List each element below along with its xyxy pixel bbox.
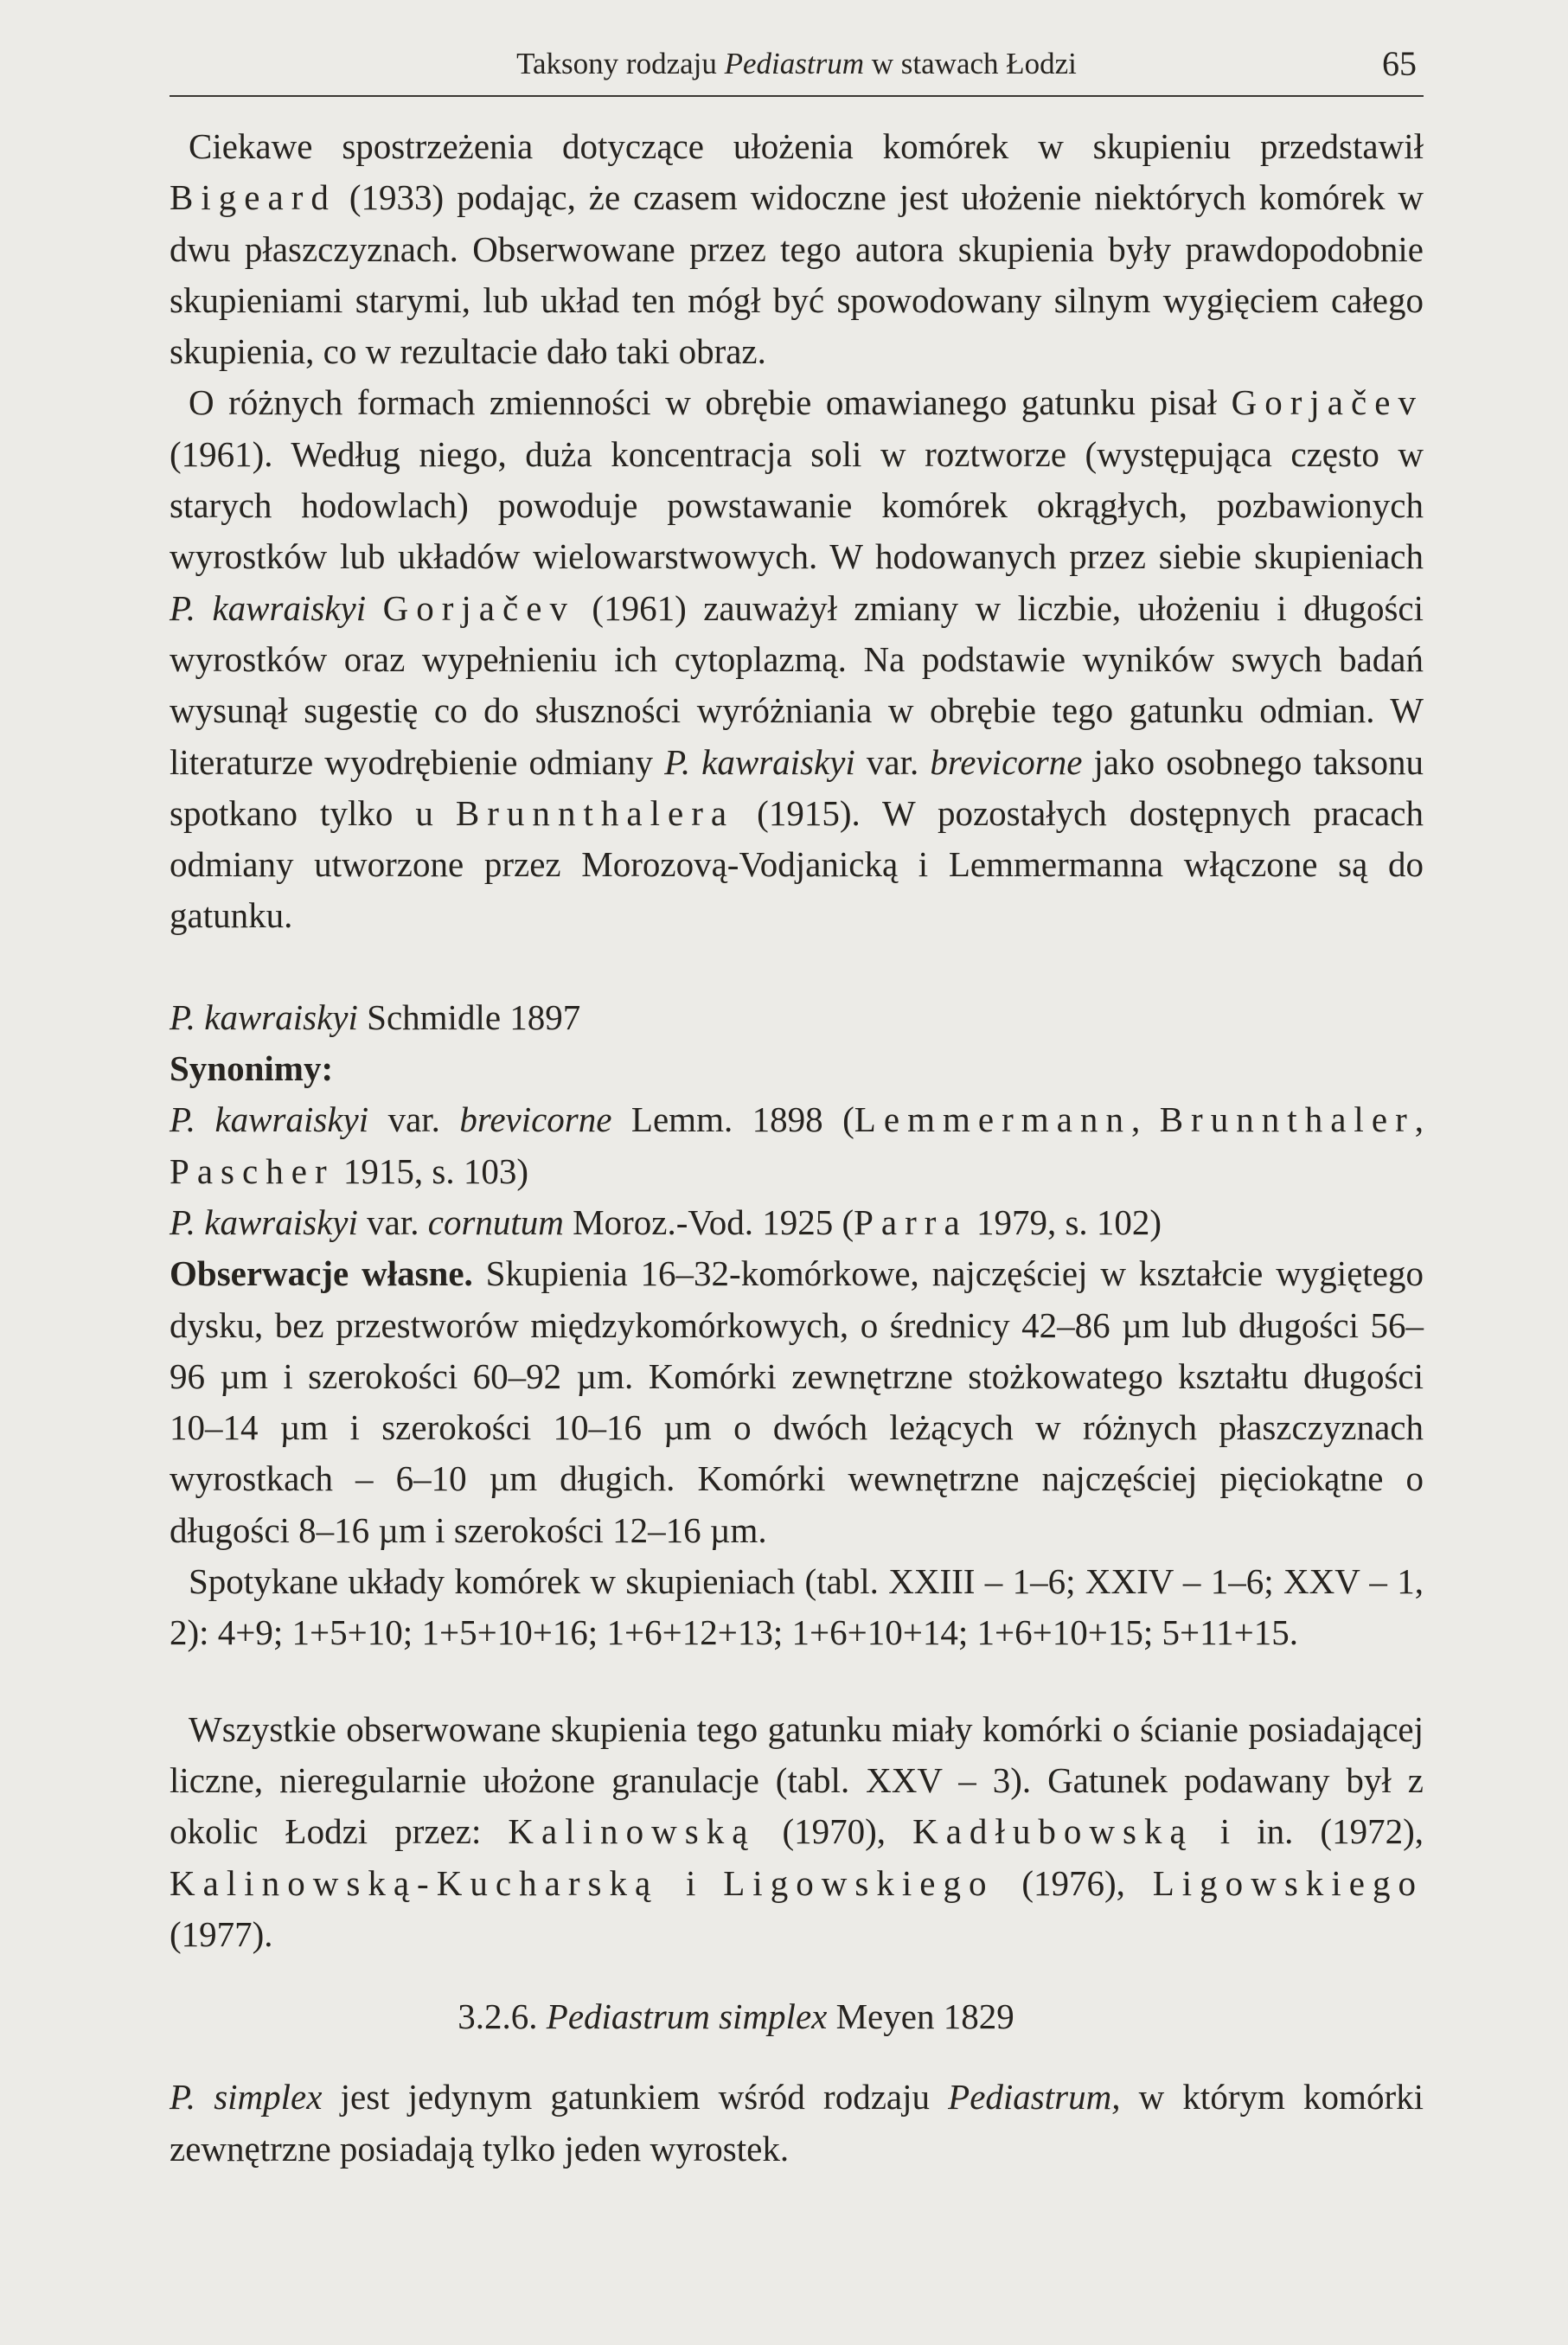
text-span: Lemm. 1898 ( <box>611 1099 854 1140</box>
text-span: 1979, s. 102) <box>967 1201 1162 1242</box>
running-title-genus: Pediastrum <box>724 47 865 80</box>
genus-name: Pediastrum, <box>948 2077 1121 2118</box>
text-span: 1915, s. 103) <box>334 1150 529 1191</box>
paragraph-distribution <box>170 1704 1424 1960</box>
text-span: i <box>658 1862 724 1903</box>
text-span: jako osobnego taksonu spotkano tylko u <box>170 741 1424 833</box>
paragraph-observations <box>170 1248 1424 1556</box>
synonyms-label: Synonimy: <box>170 1048 334 1089</box>
text-span: jest jedynym gatunkiem wśród rodzaju <box>322 2077 949 2118</box>
text-span: Wszystkie obserwowane skupienia tego gatunku miały komórki o ścianie posiadającej liczne, nieregularnie ułożone granulacje (tabl. XXV – 3). Gatunek podawany był z okolic Łodzi przez: <box>170 1708 1424 1852</box>
section-author: Meyen 1829 <box>827 1996 1014 2037</box>
section-heading <box>170 1991 1424 2042</box>
author-name: Kalinowską-Kucharską <box>170 1862 659 1903</box>
species-name: P. kawraiskyi <box>170 996 358 1037</box>
text-span: (1961) zauważył zmiany w liczbie, ułożeniu i długości wyrostków oraz wypełnieniu ich cytoplazmą. Na podstawie wyników swych badań wysunął sugestię co do słuszności wyróżniania w obrębie tego gatunku odmian. W literaturze wyodrębienie odmiany <box>170 587 1424 782</box>
text-span: (1970), <box>755 1811 913 1852</box>
text-span: var. <box>357 1201 428 1242</box>
author-name: Kadłubowską <box>912 1811 1194 1852</box>
text-span: w którym komórki zewnętrzne posiadają tylko jeden wyrostek. <box>170 2077 1424 2169</box>
text-span: Skupienia 16–32-komórkowe, najczęściej w kształcie wygiętego dysku, bez przestworów międzykomórkowych, o średnicy 42–86 µm lub długości 56–96 µm i szerokości 60–92 µm. Komórki zewnętrzne stożkowatego kształtu długości 10–14 µm i szerokości 10–16 µm o dwóch leżących w różnych płaszczyznach wyrostkach – 6–10 µm długich. Komórki wewnętrzne najczęściej pięciokątne o długości 8–16 µm i szerokości 12–16 µm. <box>170 1253 1424 1550</box>
text-span: (1976), <box>994 1862 1153 1903</box>
species-entry <box>170 992 1424 1043</box>
paragraph-arrangements: Spotykane układy komórek w skupieniach (tabl. XXIII – 1–6; XXIV – 1–6; XXV – 1, 2): 4+9; 1+5+10; 1+5+10+16; 1+6+12+13; 1+6+10+14; 1+6+10+15; 5+11+15. <box>170 1561 1424 1653</box>
text-span: var. <box>854 741 931 782</box>
running-title <box>170 47 1424 81</box>
species-name: P. kawraiskyi <box>170 1099 369 1140</box>
text-span: (1977). <box>170 1913 273 1954</box>
author-name: Ligowskiego <box>1152 1862 1424 1903</box>
variety-name: brevicorne <box>459 1099 612 1140</box>
section-number: 3.2.6. <box>458 1996 547 2037</box>
variety-name: brevicorne <box>930 741 1083 782</box>
author-name: Gorjačev <box>1231 382 1424 423</box>
running-title-post: w stawach Łodzi <box>864 47 1077 80</box>
text-span: (1933) podając, że czasem widoczne jest ułożenie niektórych komórek w dwu płaszczyznach. Obserwowane przez tego autora skupienia były prawdopodobnie skupieniami starymi, lub układ ten mógł być spowodowany silnym wygięciem całego skupienia, co w rezultacie dało taki obraz. <box>170 177 1424 372</box>
text-span <box>366 588 382 628</box>
section-species-name: Pediastrum simplex <box>546 1996 828 2037</box>
text-span: (1915). W pozostałych dostępnych pracach odmiany utworzone przez Morozovą-Vodjanicką i Lemmermanna włączone są do gatunku. <box>170 792 1424 936</box>
species-name: P. simplex <box>170 2077 323 2118</box>
synonym-brevicorne <box>170 1094 1424 1197</box>
observations-label: Obserwacje własne. <box>170 1253 473 1294</box>
author-name: Bigeard <box>170 177 336 218</box>
paragraph-bigeard <box>170 121 1424 377</box>
author-name: Lemmermann <box>854 1099 1131 1140</box>
species-author: Schmidle 1897 <box>357 996 581 1037</box>
author-name: Brunnthaler <box>1159 1099 1415 1140</box>
text-span: var. <box>368 1099 460 1140</box>
text-span: , <box>1414 1099 1424 1140</box>
text-span: O różnych formach zmienności w obrębie omawianego gatunku pisał <box>189 382 1232 423</box>
author-name: Pascher <box>170 1150 335 1191</box>
author-name: Brunnthalera <box>455 792 735 833</box>
synonyms-heading <box>170 1043 1424 1094</box>
running-header <box>170 43 1424 97</box>
page-body <box>170 121 1424 2175</box>
author-name: Gorjačev <box>382 587 575 628</box>
variety-name: cornutum <box>427 1201 564 1242</box>
author-name: Kalinowską <box>508 1811 756 1852</box>
text-span: Ciekawe spostrzeżenia dotyczące ułożenia komórek w skupieniu przedstawił <box>189 126 1424 166</box>
species-name: P. kawraiskyi <box>664 741 855 782</box>
text-span: (1961). Według niego, duża koncentracja soli w roztworze (występująca często w starych hodowlach) powoduje powstawanie komórek okrągłych, pozbawionych wyrostków lub układów wielowarstwowych. W hodowanych przez siebie skupieniach <box>170 433 1424 577</box>
author-name: Parra <box>854 1201 968 1242</box>
synonym-cornutum <box>170 1197 1424 1248</box>
species-name: P. kawraiskyi <box>170 1201 358 1242</box>
paragraph-gorjacev <box>170 377 1424 941</box>
text-span: Moroz.-Vod. 1925 ( <box>563 1201 854 1242</box>
author-name: Ligowskiego <box>723 1862 995 1903</box>
paragraph-simplex <box>170 2072 1424 2175</box>
running-title-pre: Taksony rodzaju <box>516 47 725 80</box>
page-number: 65 <box>1382 44 1417 83</box>
text-span: , <box>1130 1099 1160 1140</box>
text-span: i in. (1972), <box>1193 1811 1424 1852</box>
species-name: P. kawraiskyi <box>170 587 367 628</box>
